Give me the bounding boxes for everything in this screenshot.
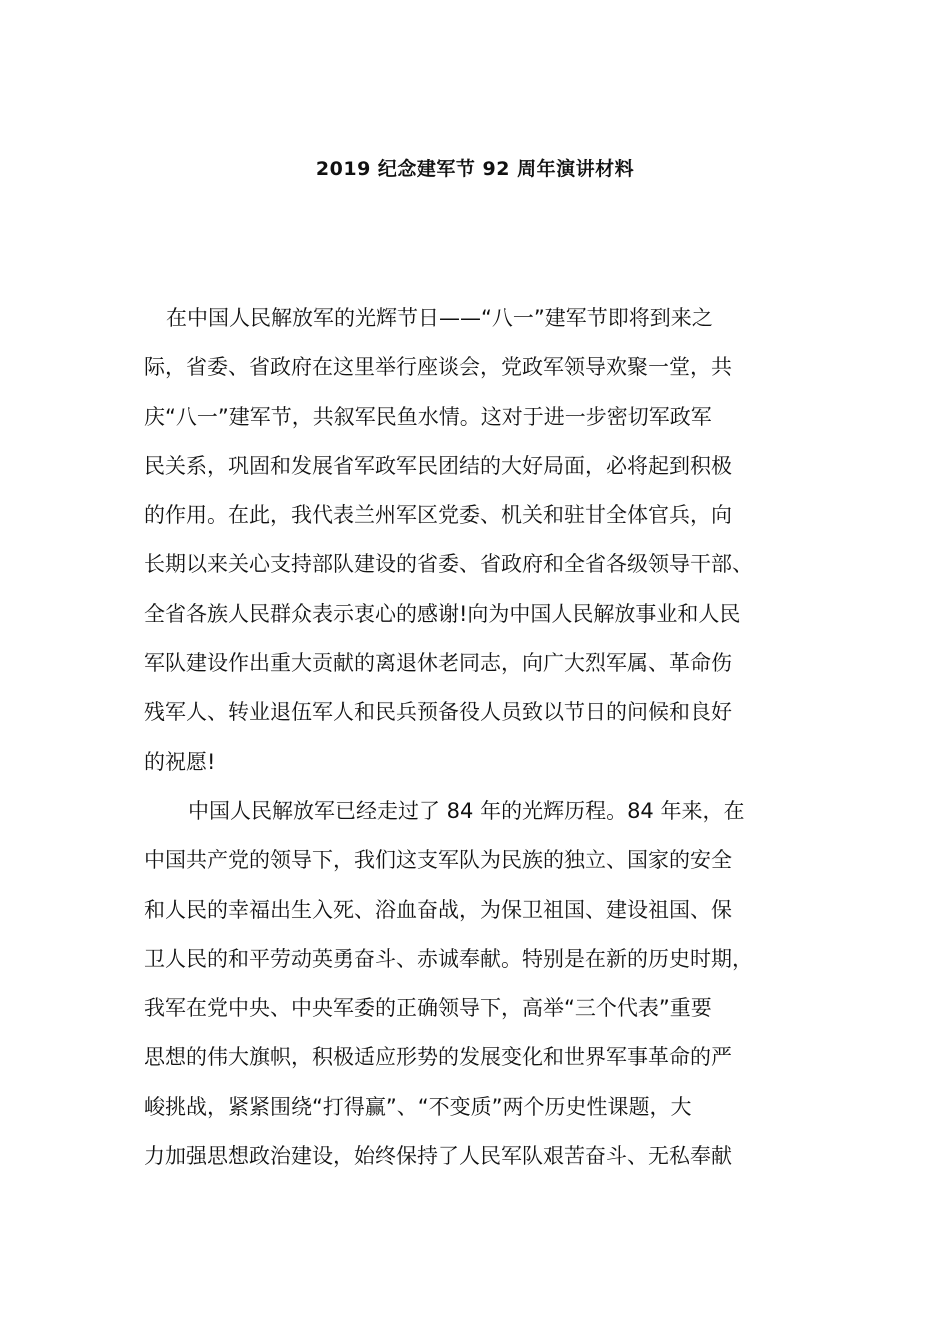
paragraph-line: 民关系，巩固和发展省军政军民团结的大好局面，必将起到积极 — [144, 453, 732, 478]
paragraph-line: 力加强思想政治建设，始终保持了人民军队艰苦奋斗、无私奉献 — [144, 1144, 732, 1169]
paragraph-line: 和人民的幸福出生入死、浴血奋战，为保卫祖国、建设祖国、保 — [144, 897, 732, 922]
paragraph-line: 际，省委、省政府在这里举行座谈会，党政军领导欢聚一堂，共 — [144, 355, 732, 380]
paragraph-line: 思想的伟大旗帜，积极适应形势的发展变化和世界军事革命的严 — [144, 1045, 732, 1070]
paragraph-line: 中国人民解放军已经走过了 84 年的光辉历程。84 年来，在 — [188, 798, 745, 823]
paragraph-line: 残军人、转业退伍军人和民兵预备役人员致以节日的问候和良好 — [144, 700, 732, 725]
paragraph-line: 的作用。在此，我代表兰州军区党委、机关和驻甘全体官兵，向 — [144, 503, 732, 528]
paragraph-line: 的祝愿! — [144, 749, 216, 774]
paragraph-line: 全省各族人民群众表示衷心的感谢!向为中国人民解放事业和人民 — [144, 601, 741, 626]
paragraph-line: 卫人民的和平劳动英勇奋斗、赤诚奉献。特别是在新的历史时期， — [144, 946, 753, 971]
paragraph-line: 军队建设作出重大贡献的离退休老同志，向广大烈军属、革命伤 — [144, 651, 732, 676]
paragraph-line: 庆“八一”建军节，共叙军民鱼水情。这对于进一步密切军政军 — [144, 404, 712, 429]
document-body — [144, 294, 794, 1181]
document-title: 2019 纪念建军节 92 周年演讲材料 — [315, 158, 635, 180]
paragraph-line: 峻挑战，紧紧围绕“打得赢”、“不变质”两个历史性课题，大 — [144, 1094, 692, 1119]
paragraph-line: 中国共产党的领导下，我们这支军队为民族的独立、国家的安全 — [144, 848, 732, 873]
paragraph-line: 在中国人民解放军的光辉节日——“八一”建军节即将到来之 — [166, 306, 713, 330]
paragraph-line: 长期以来关心支持部队建设的省委、省政府和全省各级领导干部、 — [144, 552, 753, 577]
paragraph-line: 我军在党中央、中央军委的正确领导下，高举“三个代表”重要 — [144, 996, 712, 1021]
